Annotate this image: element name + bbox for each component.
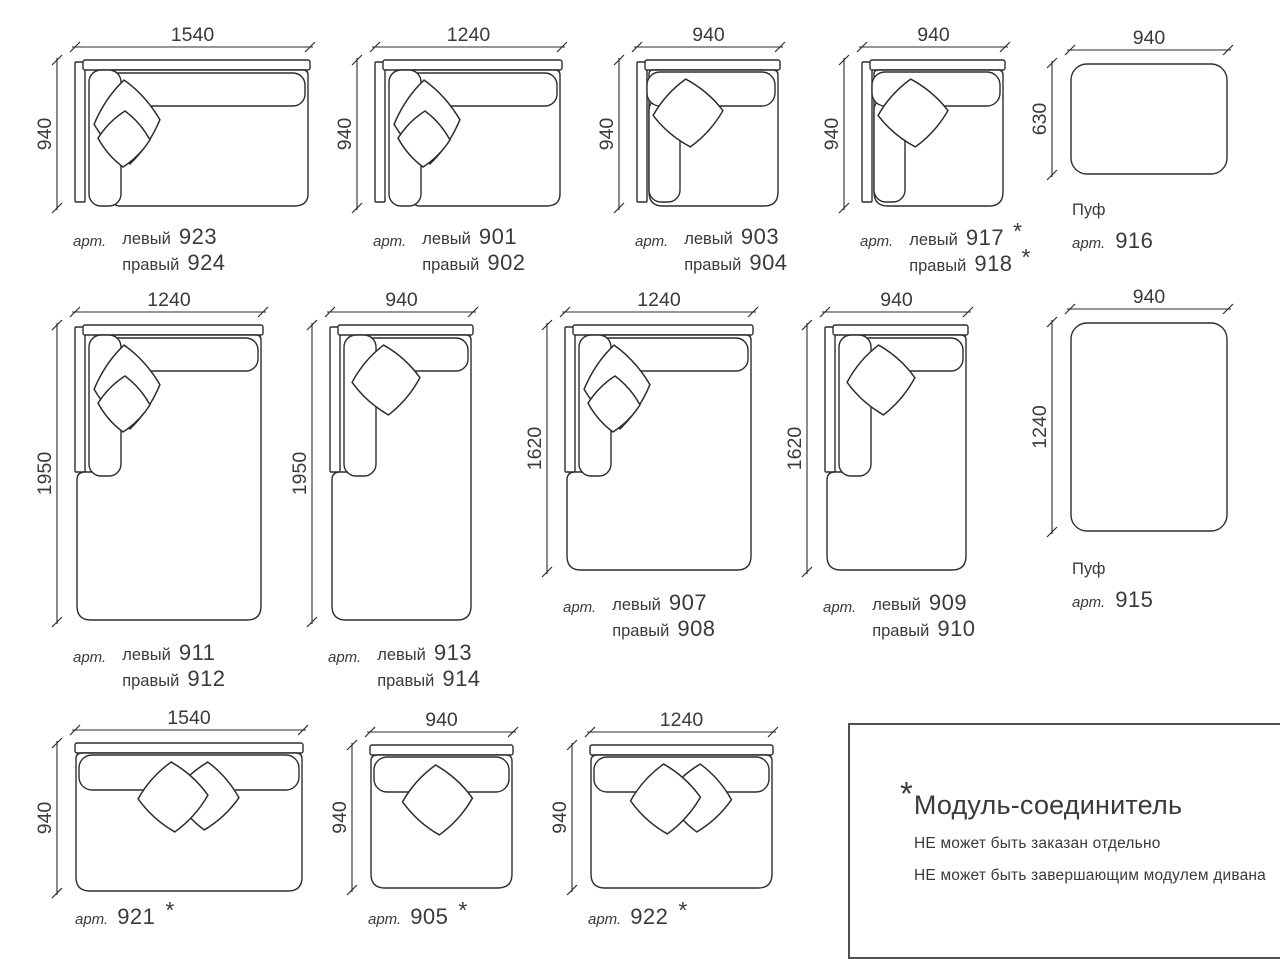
width-dim-label: 1240 [637, 289, 681, 311]
back-rail [590, 745, 773, 755]
width-dim-label: 940 [425, 709, 458, 731]
variant-side-label: левый [122, 230, 171, 248]
variant-side-label: правый [684, 256, 742, 274]
variant-row [422, 250, 534, 276]
width-dim-label: 940 [1132, 286, 1166, 308]
armrest-panel [825, 327, 835, 472]
article-number: 905 [410, 904, 449, 929]
variant-side-label: правый [122, 672, 180, 690]
variant-row [909, 244, 1031, 276]
height-dim-label: 1620 [784, 426, 806, 471]
module-drawing-917 [810, 14, 1015, 216]
module-drawing-916 [1018, 17, 1238, 183]
art-label: арт. [563, 599, 597, 616]
article-number: 903 [740, 224, 780, 249]
variant-side-label: правый [872, 622, 930, 640]
article-number: 902 [487, 250, 526, 275]
note-title: Модуль-соединитель [913, 790, 1183, 820]
module-caption [328, 640, 490, 692]
art-label: арт. [823, 599, 857, 616]
module-drawing-903 [585, 14, 790, 216]
height-dim-label: 630 [1029, 102, 1051, 136]
module-caption [635, 224, 797, 276]
variant-row [684, 224, 796, 250]
variant-list [122, 640, 234, 692]
variant-row [122, 640, 234, 666]
height-dim-label: 940 [596, 117, 618, 151]
variant-side-label: правый [612, 622, 670, 640]
variant-list [684, 224, 796, 276]
back-rail [338, 325, 473, 335]
art-label: арт. [1072, 235, 1106, 252]
article-number: 908 [677, 616, 716, 641]
variant-side-label: правый [122, 256, 180, 274]
width-dim-label: 1240 [659, 709, 704, 731]
art-label: арт. [368, 911, 402, 928]
height-dim-label: 1620 [524, 426, 546, 471]
width-dim-label: 940 [917, 24, 950, 46]
variant-row [612, 590, 724, 616]
article-row [1072, 587, 1153, 613]
back-rail [870, 60, 1005, 70]
article-number: 922 [630, 904, 669, 929]
asterisk-mark: * [458, 897, 468, 923]
art-label: арт. [860, 233, 894, 250]
article-number: 921 [117, 904, 156, 929]
variant-row [122, 224, 234, 250]
variant-row [872, 616, 984, 642]
art-label: арт. [73, 233, 107, 250]
variant-side-label: правый [377, 672, 435, 690]
article-number: 916 [1115, 228, 1154, 253]
asterisk-mark: * [900, 775, 913, 812]
module-drawing-901 [323, 14, 572, 216]
variant-list [909, 218, 1031, 276]
height-dim-label: 940 [821, 117, 843, 151]
width-dim-label: 1240 [147, 289, 191, 311]
art-label: арт. [373, 233, 407, 250]
height-dim-label: 1950 [289, 451, 311, 496]
back-rail [833, 325, 968, 335]
note-line: НЕ может быть заказан отдельно [914, 835, 1161, 852]
pouf-name: Пуф [1072, 560, 1106, 578]
module-caption [860, 218, 1031, 276]
article-number: 914 [442, 666, 481, 691]
variant-side-label: левый [872, 596, 921, 614]
article-number: 917 [965, 225, 1005, 250]
height-dim-label: 940 [334, 117, 356, 151]
variant-list [612, 590, 724, 642]
width-dim-label: 940 [1132, 27, 1166, 49]
armrest-panel [637, 62, 647, 202]
variant-side-label: левый [422, 230, 471, 248]
back-rail [573, 325, 753, 335]
height-dim-label: 940 [34, 117, 56, 151]
height-dim-label: 940 [329, 801, 351, 834]
module-drawing-911 [23, 279, 273, 630]
art-label: арт. [73, 649, 107, 666]
back-rail [75, 743, 303, 753]
art-label: арт. [588, 911, 622, 928]
variant-list [872, 590, 984, 642]
variant-list [377, 640, 489, 692]
variant-side-label: левый [122, 646, 171, 664]
width-dim-label: 940 [692, 24, 725, 46]
back-rail [83, 60, 310, 70]
variant-list [122, 224, 234, 276]
module-drawing-907 [513, 279, 763, 580]
article-number: 911 [178, 640, 216, 665]
module-caption [588, 897, 688, 930]
asterisk-mark: * [1021, 244, 1031, 270]
module-drawing-921 [23, 697, 313, 901]
module-drawing-915 [1018, 276, 1238, 540]
width-dim-label: 1540 [167, 707, 211, 729]
module-drawing-923 [23, 14, 320, 216]
armrest-panel [862, 62, 872, 202]
art-label: арт. [328, 649, 362, 666]
variant-list [422, 224, 534, 276]
article-number: 910 [937, 616, 976, 641]
armrest-panel [75, 62, 85, 202]
variant-row [377, 640, 489, 666]
article-number: 901 [478, 224, 518, 249]
article-number: 918 [974, 251, 1013, 276]
armrest-panel [375, 62, 385, 202]
back-rail [370, 745, 513, 755]
variant-row [422, 224, 534, 250]
module-caption [75, 897, 175, 930]
article-number: 909 [928, 590, 968, 615]
armrest-panel [330, 327, 340, 472]
article-number: 923 [178, 224, 218, 249]
article-number: 904 [749, 250, 788, 275]
module-caption [563, 590, 725, 642]
asterisk-mark: * [1013, 218, 1023, 244]
asterisk-mark: * [678, 897, 688, 923]
note-content [850, 725, 1280, 885]
module-drawing-905 [318, 699, 523, 898]
variant-side-label: левый [377, 646, 426, 664]
variant-side-label: левый [612, 596, 661, 614]
module-caption [368, 897, 468, 930]
art-label: арт. [635, 233, 669, 250]
art-label: арт. [1072, 594, 1106, 611]
article-number: 915 [1115, 587, 1154, 612]
variant-row [872, 590, 984, 616]
module-caption [73, 640, 235, 692]
height-dim-label: 940 [34, 801, 56, 835]
variant-row [122, 250, 234, 276]
module-drawing-913 [278, 279, 483, 630]
variant-side-label: левый [909, 231, 958, 249]
pouf-body [1071, 64, 1227, 174]
width-dim-label: 1240 [446, 24, 491, 46]
variant-side-label: правый [909, 257, 967, 275]
back-rail [83, 325, 263, 335]
module-caption [823, 590, 985, 642]
width-dim-label: 940 [880, 289, 913, 311]
art-label: арт. [75, 911, 109, 928]
back-rail [383, 60, 562, 70]
width-dim-label: 1540 [170, 24, 215, 46]
note-line: НЕ может быть завершающим модулем дивана [914, 867, 1266, 884]
variant-row [909, 218, 1030, 250]
article-number: 924 [187, 250, 226, 275]
variant-row [684, 250, 796, 276]
article-number: 912 [187, 666, 226, 691]
note-box [848, 723, 1280, 959]
variant-side-label: правый [422, 256, 480, 274]
article-number: 907 [668, 590, 708, 615]
back-rail [645, 60, 780, 70]
height-dim-label: 1950 [34, 451, 56, 496]
height-dim-label: 1240 [1029, 405, 1051, 449]
module-caption [73, 224, 235, 276]
variant-row [122, 666, 234, 692]
variant-side-label: левый [684, 230, 733, 248]
pouf-caption [1072, 560, 1153, 613]
height-dim-label: 940 [549, 801, 571, 834]
armrest-panel [75, 327, 85, 472]
width-dim-label: 940 [385, 289, 418, 311]
module-drawing-922 [538, 699, 783, 898]
module-caption [373, 224, 535, 276]
pouf-name: Пуф [1072, 201, 1106, 219]
article-number: 913 [433, 640, 473, 665]
variant-row [612, 616, 724, 642]
pouf-caption [1072, 201, 1153, 254]
asterisk-mark: * [165, 897, 175, 923]
variant-row [377, 666, 489, 692]
armrest-panel [565, 327, 575, 472]
pouf-body [1071, 323, 1227, 531]
article-row [1072, 228, 1153, 254]
module-drawing-909 [773, 279, 978, 580]
